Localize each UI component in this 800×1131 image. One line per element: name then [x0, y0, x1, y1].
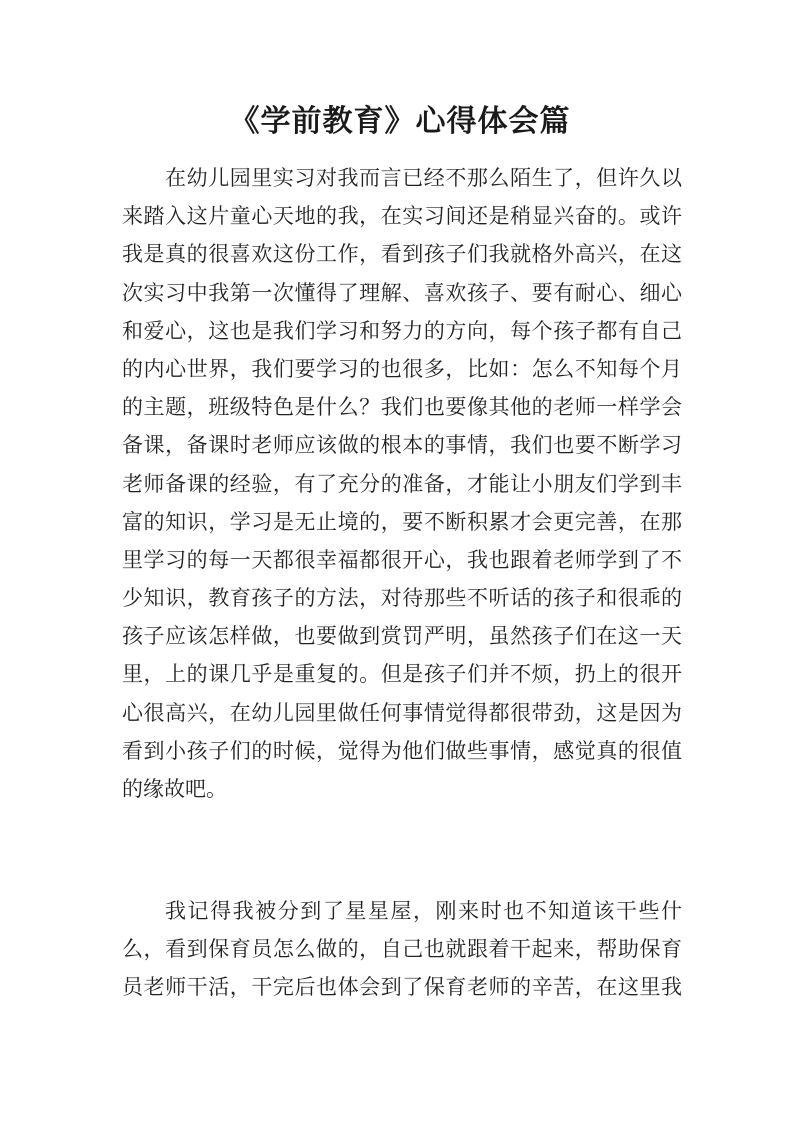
paragraph-line: 少知识，教育孩子的方法，对待那些不听话的孩子和很乖的	[122, 586, 682, 611]
paragraph-line: 和爱心，这也是我们学习和努力的方向，每个孩子都有自己	[122, 318, 682, 343]
paragraph-line: 的缘故吧。	[122, 777, 227, 801]
paragraph-line: 富的知识，学习是无止境的，要不断积累才会更完善，在那	[122, 509, 682, 534]
paragraph-line: 里学习的每一天都很幸福都很开心，我也跟着老师学到了不	[122, 547, 682, 572]
paragraph-line: 老师备课的经验，有了充分的准备，才能让小朋友们学到丰	[122, 471, 682, 496]
paragraph-line: 的主题，班级特色是什么？我们也要像其他的老师一样学会	[122, 395, 682, 420]
paragraph-line: 么，看到保育员怎么做的，自己也就跟着干起来，帮助保育	[122, 937, 682, 962]
paragraph-line: 我记得我被分到了星星屋，刚来时也不知道该干些什	[165, 899, 682, 923]
paragraph-1	[122, 159, 682, 808]
paragraph-line: 在幼儿园里实习对我而言已经不那么陌生了，但许久以	[165, 166, 682, 190]
paragraph-line: 员老师干活，干完后也体会到了保育老师的辛苦，在这里我	[122, 975, 682, 1000]
paragraph-line: 孩子应该怎样做，也要做到赏罚严明，虽然孩子们在这一天	[122, 624, 682, 649]
paragraph-line: 看到小孩子们的时候，觉得为他们做些事情，感觉真的很值	[122, 738, 682, 763]
paragraph-line: 我是真的很喜欢这份工作，看到孩子们我就格外高兴，在这	[122, 242, 682, 267]
paragraph-line: 里，上的课几乎是重复的。但是孩子们并不烦，扔上的很开	[122, 662, 682, 687]
paragraph-line: 来踏入这片童心天地的我，在实习间还是稍显兴奋的。或许	[122, 204, 682, 229]
paragraph-line: 心很高兴，在幼儿园里做任何事情觉得都很带劲，这是因为	[122, 700, 682, 725]
document-title: 《学前教育》心得体会篇	[229, 104, 571, 139]
paragraph-line: 备课，备课时老师应该做的根本的事情，我们也要不断学习	[122, 433, 682, 458]
paragraph-line: 次实习中我第一次懂得了理解、喜欢孩子、要有耐心、细心	[122, 280, 682, 305]
paragraph-line: 的内心世界，我们要学习的也很多，比如：怎么不知每个月	[122, 356, 682, 381]
paragraph-2	[122, 892, 682, 1007]
